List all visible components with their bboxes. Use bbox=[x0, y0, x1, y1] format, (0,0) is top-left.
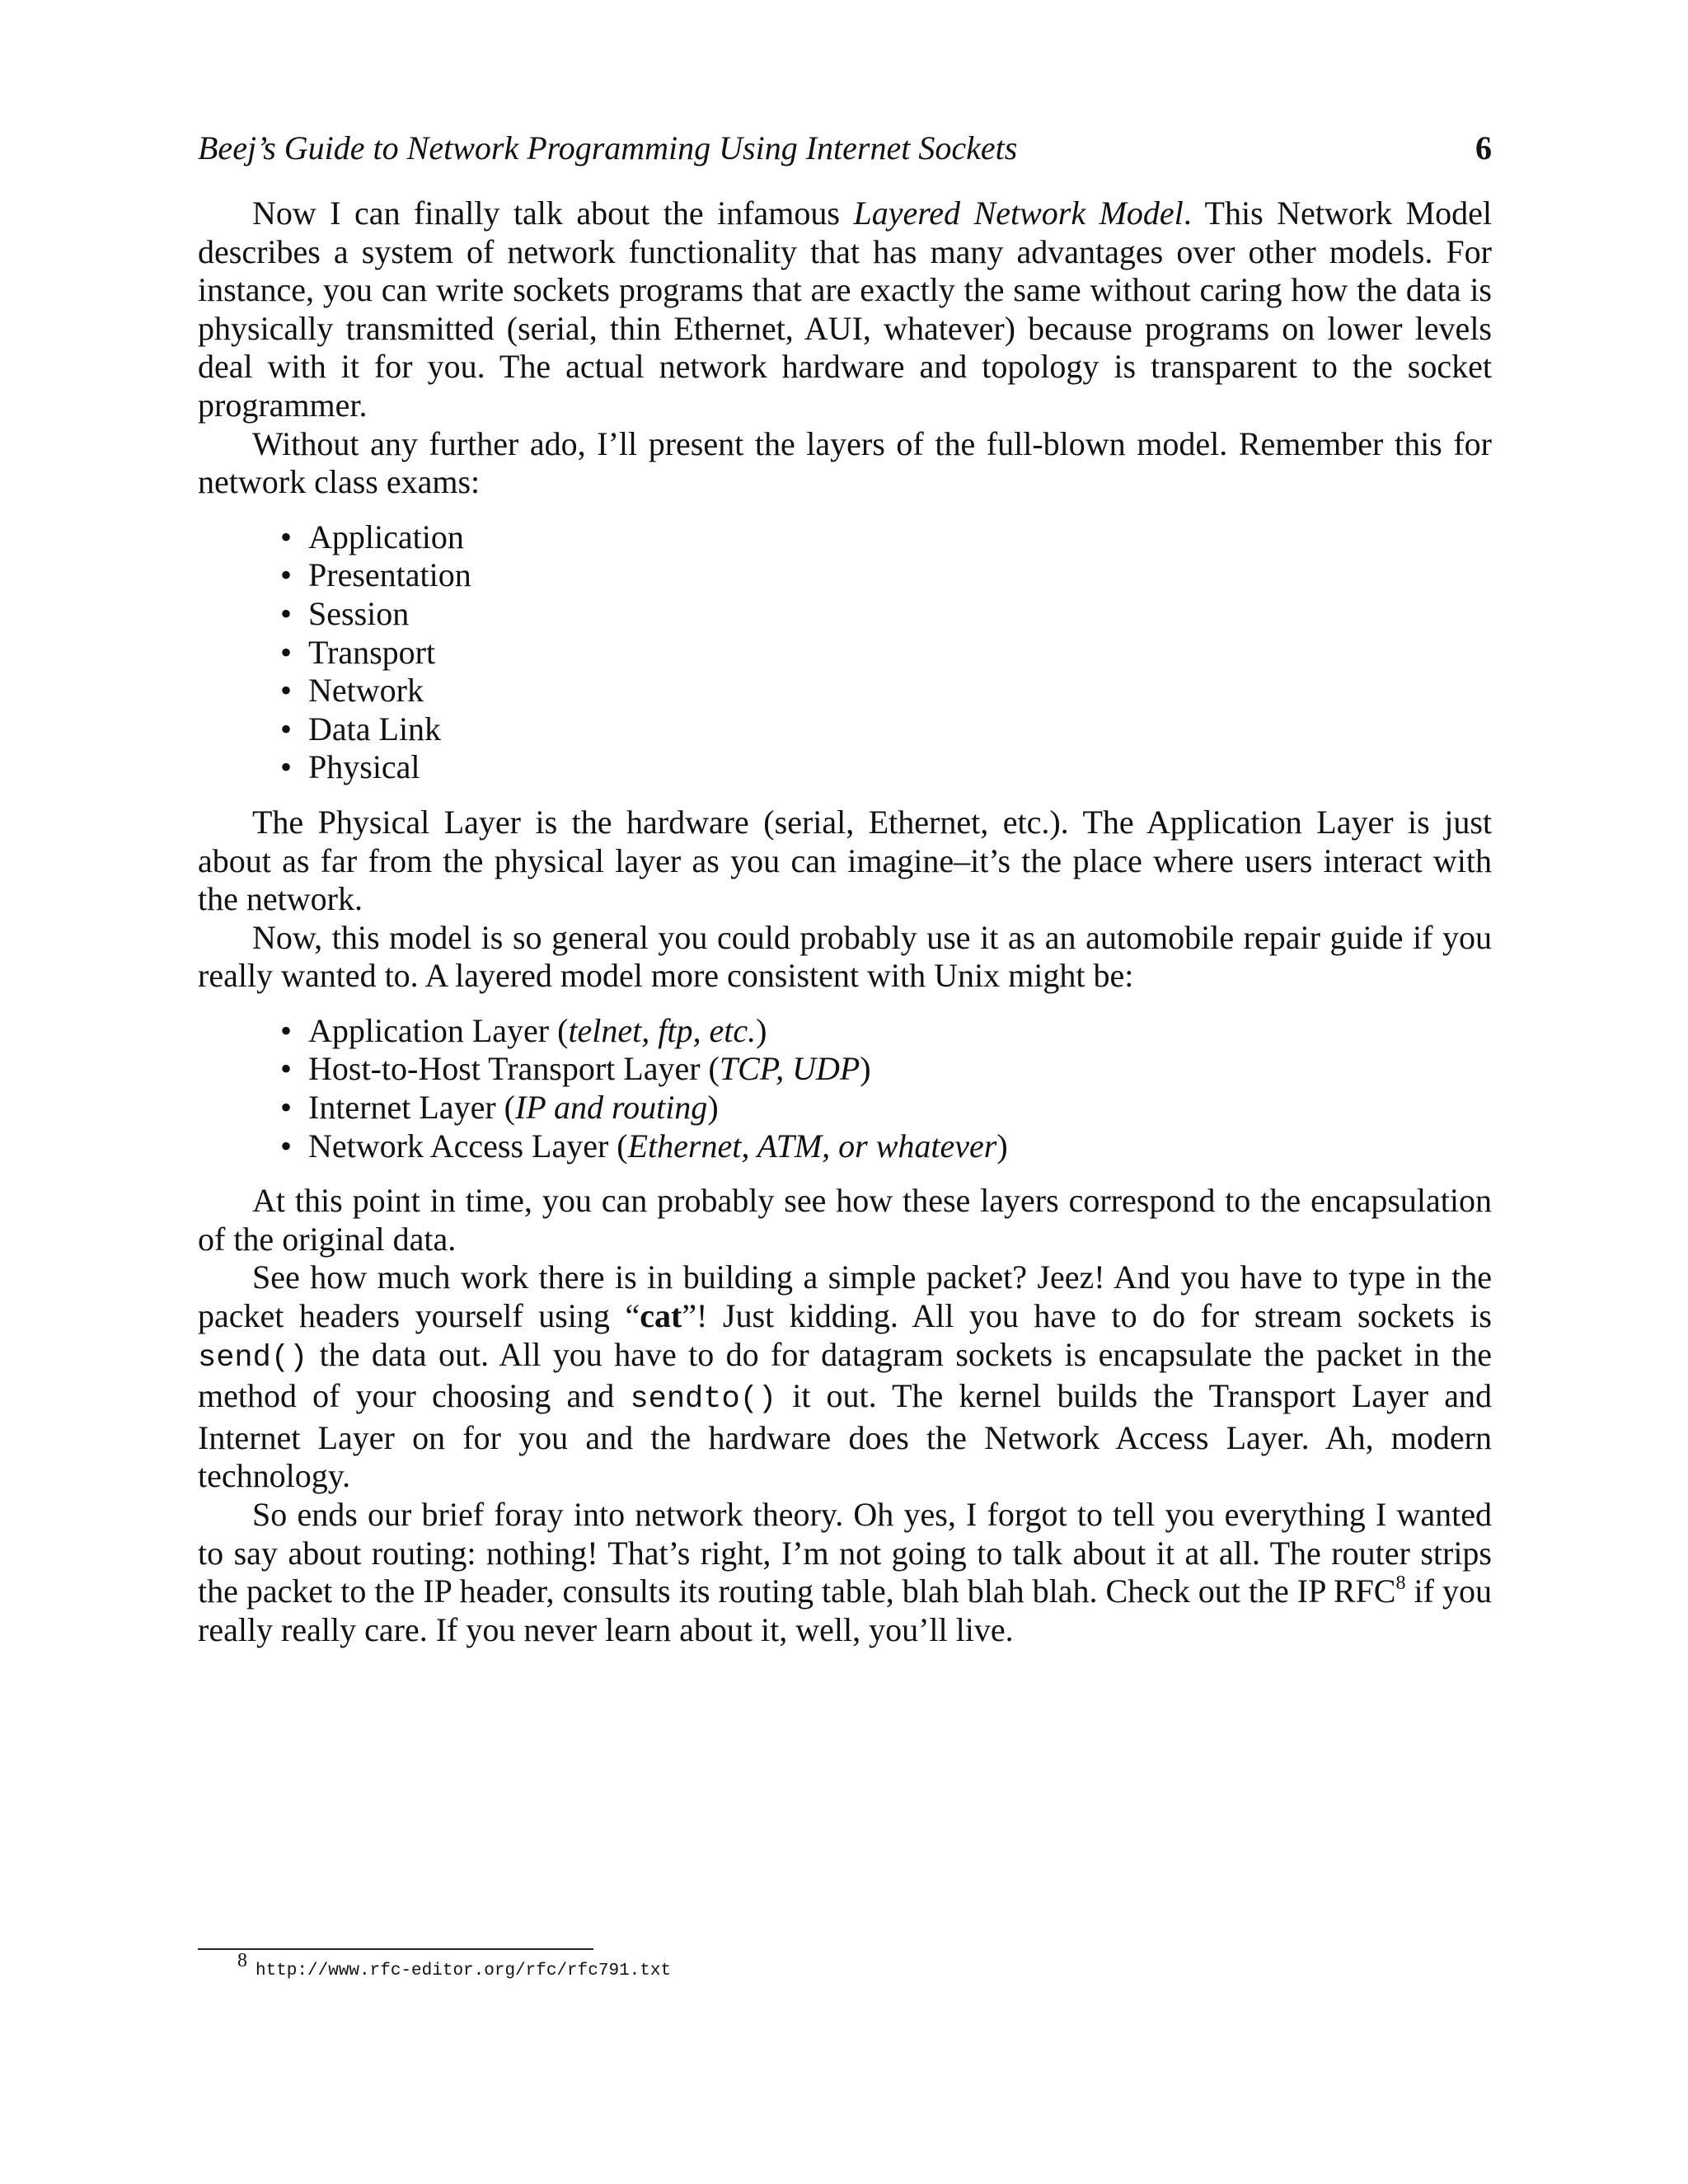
list-item bbox=[280, 634, 1492, 673]
list-item-label: Presentation bbox=[308, 556, 471, 594]
list-item-label: Data Link bbox=[308, 710, 442, 748]
list-item-examples: telnet, ftp, etc. bbox=[568, 1011, 757, 1049]
list-item-label: Physical bbox=[308, 748, 420, 786]
bullet-icon: • bbox=[280, 633, 293, 671]
unix-layer-list bbox=[198, 1012, 1492, 1165]
paragraph-building-packet bbox=[198, 1258, 1492, 1496]
page-number: 6 bbox=[1475, 129, 1492, 166]
paragraph-text: See how much work there is in building a simple packet? Jeez! And you have to type in the packet headers yourself using “ bbox=[198, 1258, 1492, 1335]
footnote-number: 8 bbox=[237, 1950, 247, 1971]
paragraph-unix-model: Now, this model is so general you could probably use it as an automobile repair guide if you really wanted to. A layered model more consistent with Unix might be: bbox=[198, 918, 1492, 995]
footnote bbox=[237, 1952, 1391, 1988]
list-item bbox=[280, 1089, 1492, 1127]
paragraph-encapsulation: At this point in time, you can probably see how these layers correspond to the encapsulation of the original data. bbox=[198, 1182, 1492, 1258]
bullet-icon: • bbox=[280, 594, 293, 632]
bullet-icon: • bbox=[280, 1127, 293, 1165]
list-item-label: Session bbox=[308, 594, 410, 632]
paragraph-physical-layer: The Physical Layer is the hardware (serial, Ethernet, etc.). The Application Layer is just about as far from the physical layer as you can imagine–it’s the place where users interact with the network. bbox=[198, 803, 1492, 918]
code-sendto: sendto() bbox=[630, 1382, 777, 1418]
footnote-reference[interactable]: 8 bbox=[1395, 1572, 1406, 1595]
paragraph-text: ”! Just kidding. All you have to do for stream sockets is bbox=[682, 1297, 1492, 1335]
list-item bbox=[280, 672, 1492, 710]
bold-cat: cat bbox=[640, 1297, 682, 1335]
osi-layer-list bbox=[198, 518, 1492, 787]
list-item-label: Host-to-Host Transport Layer ( bbox=[308, 1050, 720, 1088]
list-item bbox=[280, 748, 1492, 787]
list-item-label: Transport bbox=[308, 633, 436, 671]
list-item-label: Network bbox=[308, 672, 424, 710]
paragraph-text: it out. The kernel builds the Transport Layer and Internet Layer on for you and the hardware does the Network Access Layer. Ah, modern technology. bbox=[198, 1377, 1492, 1495]
paragraph-present-layers: Without any further ado, I’ll present the layers of the full-blown model. Remember this for network class exams: bbox=[198, 424, 1492, 501]
bullet-icon: • bbox=[280, 556, 293, 594]
emphasis-layered-network-model: Layered Network Model bbox=[853, 194, 1184, 232]
list-item-punct: ) bbox=[756, 1011, 767, 1049]
footnote-url-link[interactable]: http://www.rfc-editor.org/rfc/rfc791.txt bbox=[256, 1961, 672, 1980]
bullet-icon: • bbox=[280, 1089, 293, 1127]
list-item-examples: TCP, UDP bbox=[719, 1050, 860, 1088]
list-item bbox=[280, 556, 1492, 595]
paragraph-layered-model-intro bbox=[198, 194, 1492, 425]
list-item bbox=[280, 595, 1492, 634]
list-item bbox=[280, 1050, 1492, 1089]
bullet-icon: • bbox=[280, 1011, 293, 1049]
list-item-examples: IP and routing bbox=[514, 1089, 708, 1127]
paragraph-text: Now I can finally talk about the infamous bbox=[252, 194, 854, 232]
bullet-icon: • bbox=[280, 1050, 293, 1088]
list-item-label: Internet Layer ( bbox=[308, 1089, 515, 1127]
bullet-icon: • bbox=[280, 518, 293, 555]
list-item bbox=[280, 1127, 1492, 1166]
list-item-label: Application Layer ( bbox=[308, 1011, 569, 1049]
list-item-punct: ) bbox=[996, 1127, 1008, 1165]
footnote-divider bbox=[198, 1948, 593, 1950]
code-send: send() bbox=[198, 1340, 308, 1376]
running-title: Beej’s Guide to Network Programming Using Internet Sockets bbox=[198, 129, 1018, 166]
paragraph-routing bbox=[198, 1496, 1492, 1649]
list-item bbox=[280, 518, 1492, 557]
list-item bbox=[280, 710, 1492, 749]
bullet-icon: • bbox=[280, 672, 293, 710]
paragraph-text: . This Network Model describes a system of network functionality that has many advantages over other models. For instance, you can write sockets programs that are exactly the same without caring how the data is physically transmitted (serial, thin Ethernet, AUI, whatever) because programs on lower levels deal with it for you. The actual network hardware and topology is transparent to the socket programmer. bbox=[198, 194, 1492, 424]
paragraph-text: So ends our brief foray into network theory. Oh yes, I forgot to tell you everything I wanted to say about routing: nothing! That’s right, I’m not going to talk about it at all. The router strips the packet to the IP header, consults its routing table, blah blah blah. Check out the IP RFC bbox=[198, 1496, 1492, 1610]
body-text bbox=[198, 194, 1492, 1649]
list-item-punct: ) bbox=[860, 1050, 871, 1088]
running-header bbox=[198, 125, 1492, 171]
bullet-icon: • bbox=[280, 710, 293, 748]
list-item bbox=[280, 1012, 1492, 1051]
list-item-punct: ) bbox=[707, 1089, 719, 1127]
paragraph-text: if you really really care. If you never learn about it, well, you’ll live. bbox=[198, 1572, 1492, 1648]
list-item-examples: Ethernet, ATM, or whatever bbox=[627, 1127, 997, 1165]
list-item-label: Network Access Layer ( bbox=[308, 1127, 628, 1165]
paragraph-text: the data out. All you have to do for datagram sockets is encapsulate the packet in the method of your choosing and bbox=[198, 1335, 1492, 1415]
bullet-icon: • bbox=[280, 748, 293, 786]
list-item-label: Application bbox=[308, 518, 464, 555]
